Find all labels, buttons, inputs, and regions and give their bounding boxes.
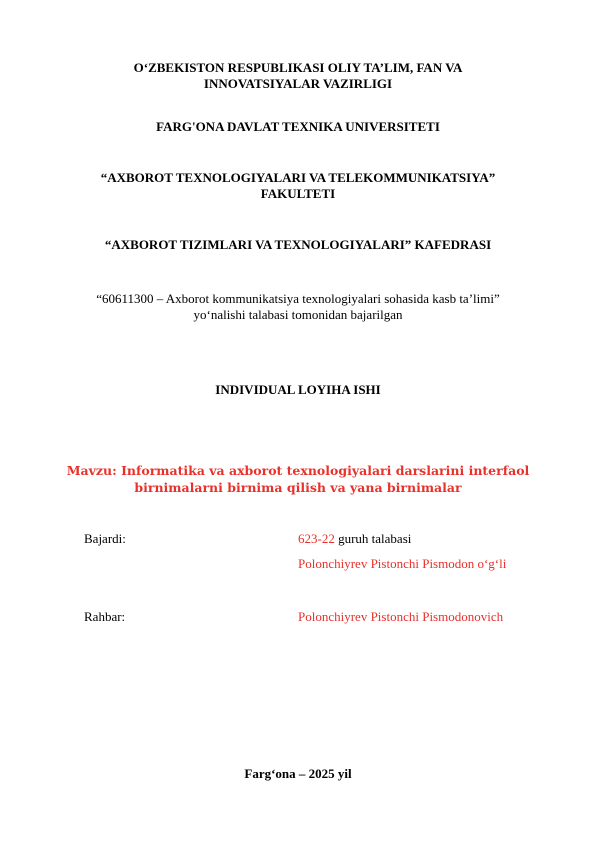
topic-line-1: Mavzu: Informatika va axborot texnologiyalari darslarini interfaol [66,463,530,478]
performer-group [298,530,411,547]
city-year: Farg‘ona – 2025 yil [244,766,352,781]
department-name: “AXBOROT TIZIMLARI VA TEXNOLOGIYALARI” KAFEDRASI [104,237,492,252]
direction-line-1: “60611300 – Axborot kommunikatsiya texnologiyalari sohasida kasb ta’limi” [96,291,500,306]
faculty-line-1: “AXBOROT TEXNOLOGIYALARI VA TELEKOMMUNIKATSIYA” [100,170,496,185]
group-number: 623-22 [298,531,335,546]
performer-label: Bajardi: [84,531,126,546]
direction-line-2: yo‘nalishi talabasi tomonidan bajarilgan [193,307,403,322]
ministry-line-1: O‘ZBEKISTON RESPUBLIKASI OLIY TA’LIM, FAN VA [133,60,463,75]
group-suffix: guruh talabasi [334,531,412,546]
ministry-line-2: INNOVATSIYALAR VAZIRLIGI [203,76,393,91]
performer-name: Polonchiyrev Pistonchi Pismodon o‘g‘li [298,556,507,571]
faculty-line-2: FAKULTETI [260,186,336,201]
supervisor-name: Polonchiyrev Pistonchi Pismodonovich [298,609,504,624]
work-title: INDIVIDUAL LOYIHA ISHI [215,382,381,397]
university-name: FARG'ONA DAVLAT TEXNIKA UNIVERSITETI [156,119,440,134]
topic-line-2: birnimalarni birnima qilish va yana birnimalar [134,480,462,495]
supervisor-label: Rahbar: [84,609,126,624]
